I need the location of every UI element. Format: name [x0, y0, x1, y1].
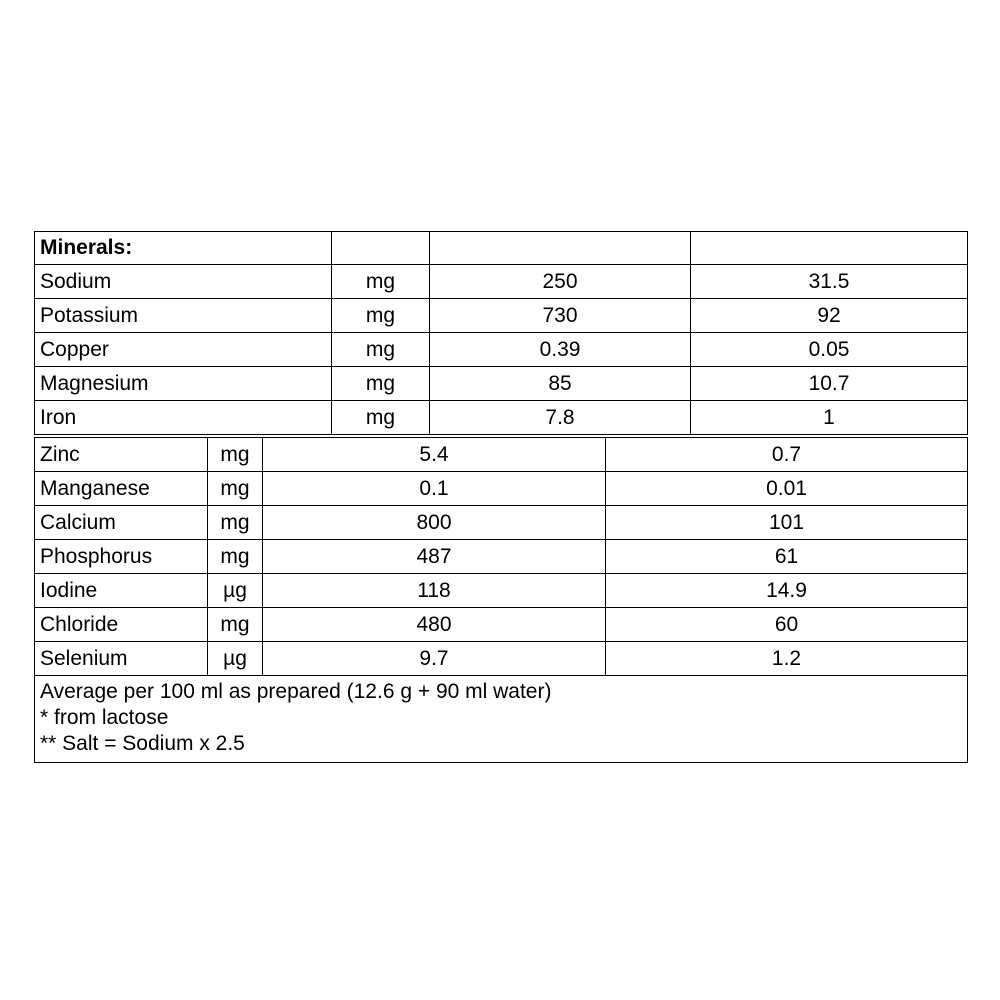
mineral-value-per-100ml: 31.5 — [691, 265, 968, 299]
mineral-unit: mg — [332, 367, 430, 401]
mineral-value-per-100g: 487 — [263, 540, 606, 574]
note-prepared: Average per 100 ml as prepared (12.6 g + 90 ml water) — [40, 680, 552, 703]
mineral-value-per-100ml: 10.7 — [691, 367, 968, 401]
mineral-row-selenium — [35, 642, 968, 676]
header-cell-unit — [332, 232, 430, 265]
mineral-name: Calcium — [35, 506, 208, 540]
mineral-value-per-100g: 250 — [430, 265, 691, 299]
mineral-row-phosphorus — [35, 540, 968, 574]
mineral-name: Chloride — [35, 608, 208, 642]
mineral-unit: mg — [332, 265, 430, 299]
mineral-name: Iron — [35, 401, 332, 435]
minerals-table-top-body — [35, 232, 968, 435]
mineral-row-potassium — [35, 299, 968, 333]
mineral-name: Phosphorus — [35, 540, 208, 574]
mineral-row-manganese — [35, 472, 968, 506]
mineral-row-magnesium — [35, 367, 968, 401]
mineral-unit: mg — [208, 472, 263, 506]
mineral-value-per-100ml: 60 — [606, 608, 968, 642]
mineral-name: Manganese — [35, 472, 208, 506]
mineral-name: Magnesium — [35, 367, 332, 401]
mineral-value-per-100ml: 1.2 — [606, 642, 968, 676]
note-lactose: * from lactose — [40, 706, 169, 729]
mineral-value-per-100g: 85 — [430, 367, 691, 401]
mineral-name: Iodine — [35, 574, 208, 608]
mineral-name: Zinc — [35, 438, 208, 472]
minerals-table-bottom — [34, 437, 968, 763]
mineral-value-per-100g: 9.7 — [263, 642, 606, 676]
header-cell-per100g — [430, 232, 691, 265]
mineral-value-per-100ml: 0.05 — [691, 333, 968, 367]
mineral-row-sodium — [35, 265, 968, 299]
mineral-row-copper — [35, 333, 968, 367]
mineral-value-per-100g: 0.1 — [263, 472, 606, 506]
mineral-unit: mg — [208, 438, 263, 472]
mineral-row-chloride — [35, 608, 968, 642]
mineral-value-per-100ml: 0.7 — [606, 438, 968, 472]
mineral-unit: µg — [208, 642, 263, 676]
mineral-name: Copper — [35, 333, 332, 367]
mineral-name: Selenium — [35, 642, 208, 676]
mineral-value-per-100g: 5.4 — [263, 438, 606, 472]
mineral-row-iodine — [35, 574, 968, 608]
mineral-unit: mg — [208, 540, 263, 574]
mineral-row-iron — [35, 401, 968, 435]
mineral-value-per-100g: 7.8 — [430, 401, 691, 435]
mineral-value-per-100g: 480 — [263, 608, 606, 642]
minerals-table-bottom-body — [35, 438, 968, 763]
mineral-value-per-100ml: 14.9 — [606, 574, 968, 608]
note-salt: ** Salt = Sodium x 2.5 — [40, 732, 245, 755]
mineral-unit: mg — [208, 608, 263, 642]
section-title: Minerals: — [35, 232, 332, 265]
mineral-unit: mg — [332, 401, 430, 435]
header-row — [35, 232, 968, 265]
mineral-value-per-100ml: 0.01 — [606, 472, 968, 506]
mineral-value-per-100ml: 1 — [691, 401, 968, 435]
mineral-value-per-100g: 800 — [263, 506, 606, 540]
mineral-unit: mg — [332, 299, 430, 333]
minerals-table-top — [34, 231, 968, 435]
mineral-row-zinc — [35, 438, 968, 472]
mineral-value-per-100g: 730 — [430, 299, 691, 333]
mineral-row-calcium — [35, 506, 968, 540]
mineral-unit: mg — [332, 333, 430, 367]
mineral-unit: µg — [208, 574, 263, 608]
mineral-value-per-100ml: 61 — [606, 540, 968, 574]
header-cell-per100ml — [691, 232, 968, 265]
notes-row — [35, 676, 968, 763]
mineral-value-per-100g: 0.39 — [430, 333, 691, 367]
mineral-unit: mg — [208, 506, 263, 540]
mineral-name: Potassium — [35, 299, 332, 333]
mineral-value-per-100ml: 101 — [606, 506, 968, 540]
notes-cell — [35, 676, 968, 763]
mineral-value-per-100g: 118 — [263, 574, 606, 608]
mineral-name: Sodium — [35, 265, 332, 299]
mineral-value-per-100ml: 92 — [691, 299, 968, 333]
